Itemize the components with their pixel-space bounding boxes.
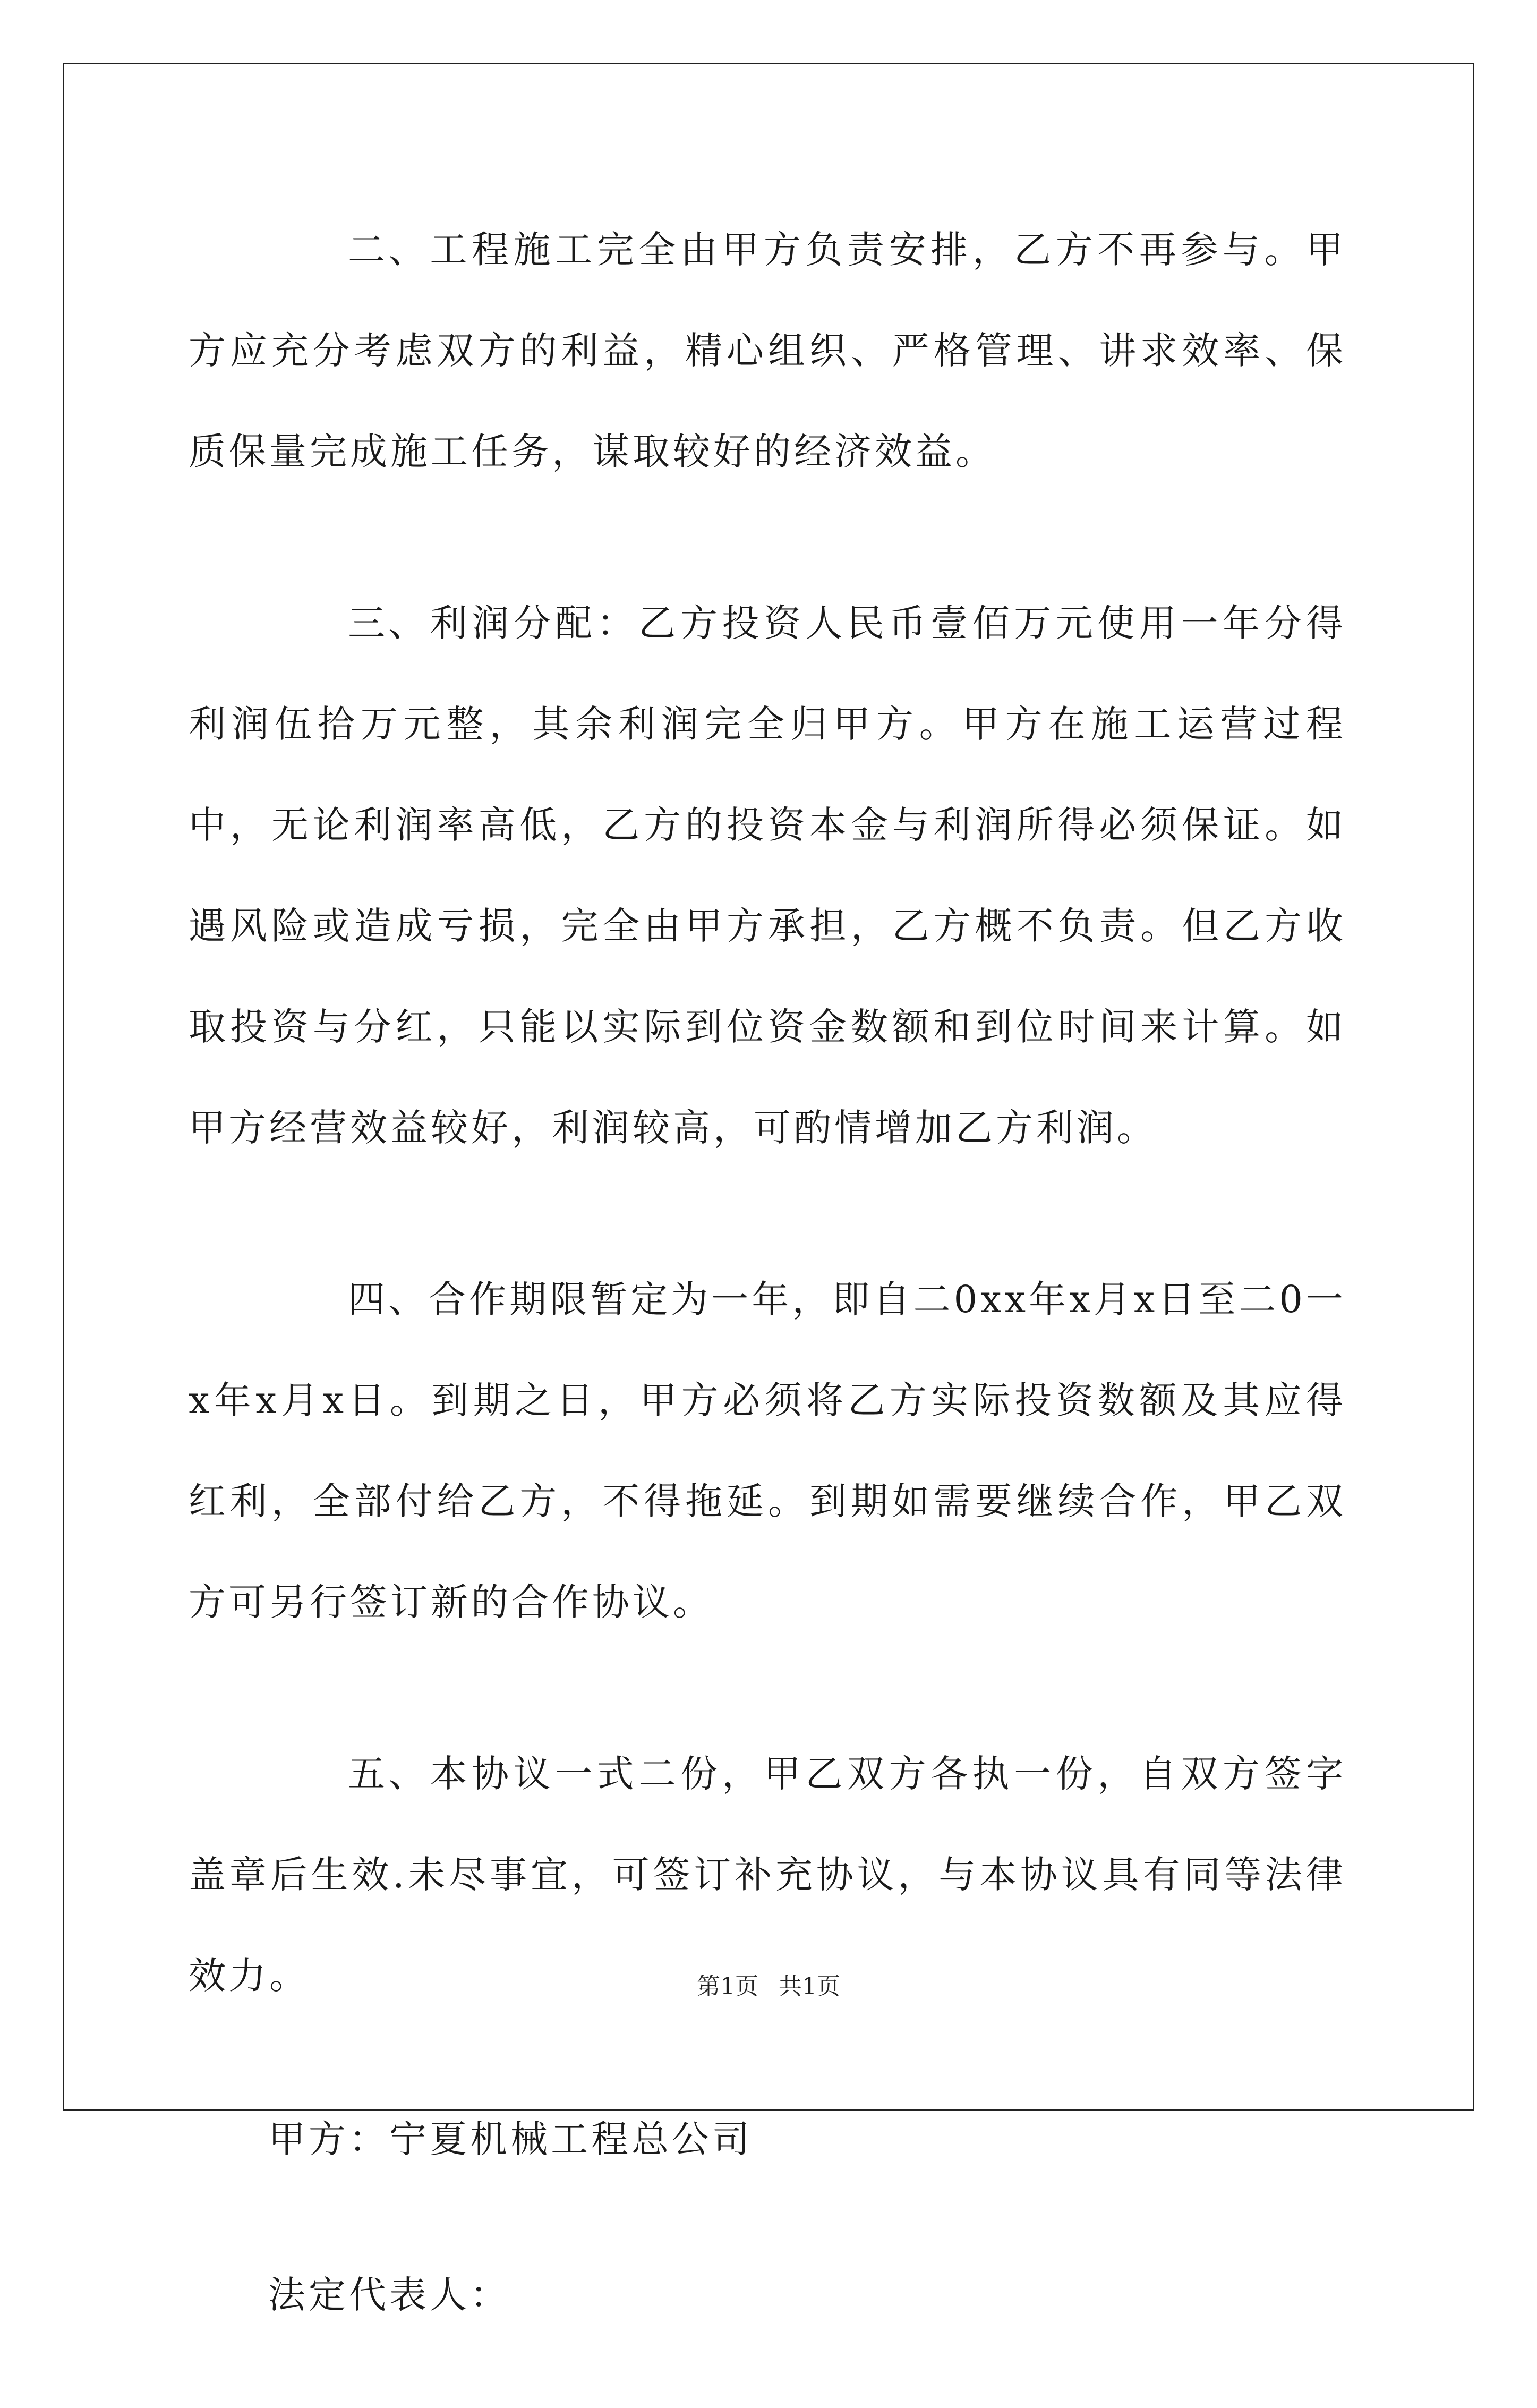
clause-text: 工程施工完全由甲方负责安排，乙方不再参与。甲方应充分考虑双方的利益，精心组织、严格管理、讲求效率、保质保量完成施工任务，谋取较好的经济效益。	[189, 228, 1346, 473]
clause-text: 利润分配：乙方投资人民币壹佰万元使用一年分得利润伍拾万元整，其余利润完全归甲方。甲方在施工运营过程中，无论利润率高低，乙方的投资本金与利润所得必须保证。如遇风险或造成亏损，完全由甲方承担，乙方概不负责。但乙方收取投资与分红，只能以实际到位资金数额和到位时间来计算。如甲方经营效益较好，利润较高，可酌情增加乙方利润。	[189, 601, 1346, 1150]
party-a-line: 甲方：宁夏机械工程总公司	[268, 2117, 753, 2161]
clause-text: 合作期限暂定为一年，即自二0xx年x月x日至二0一x年x月x日。到期之日，甲方必须将乙方实际投资数额及其应得红利，全部付给乙方，不得拖延。到期如需要继续合作，甲乙双方可另行签订新的合作协议。	[189, 1278, 1346, 1624]
clause-3	[189, 573, 1346, 1178]
clause-number: 三、	[348, 601, 429, 645]
page-number: 第1页	[697, 1973, 758, 2000]
page-footer	[0, 1971, 1537, 2003]
clause-number: 二、	[348, 228, 429, 271]
clause-text: 本协议一式二份，甲乙双方各执一份，自双方签字盖章后生效.未尽事宜，可签订补充协议，与本协议具有同等法律效力。	[189, 1752, 1346, 1997]
clause-2	[189, 199, 1346, 502]
clause-number: 五、	[348, 1752, 429, 1796]
representative-line: 法定代表人：	[268, 2273, 510, 2317]
document-body	[189, 199, 1346, 2408]
clause-4	[189, 1249, 1346, 1653]
clause-number: 四、	[348, 1278, 429, 1321]
page-total: 共1页	[779, 1973, 840, 2000]
